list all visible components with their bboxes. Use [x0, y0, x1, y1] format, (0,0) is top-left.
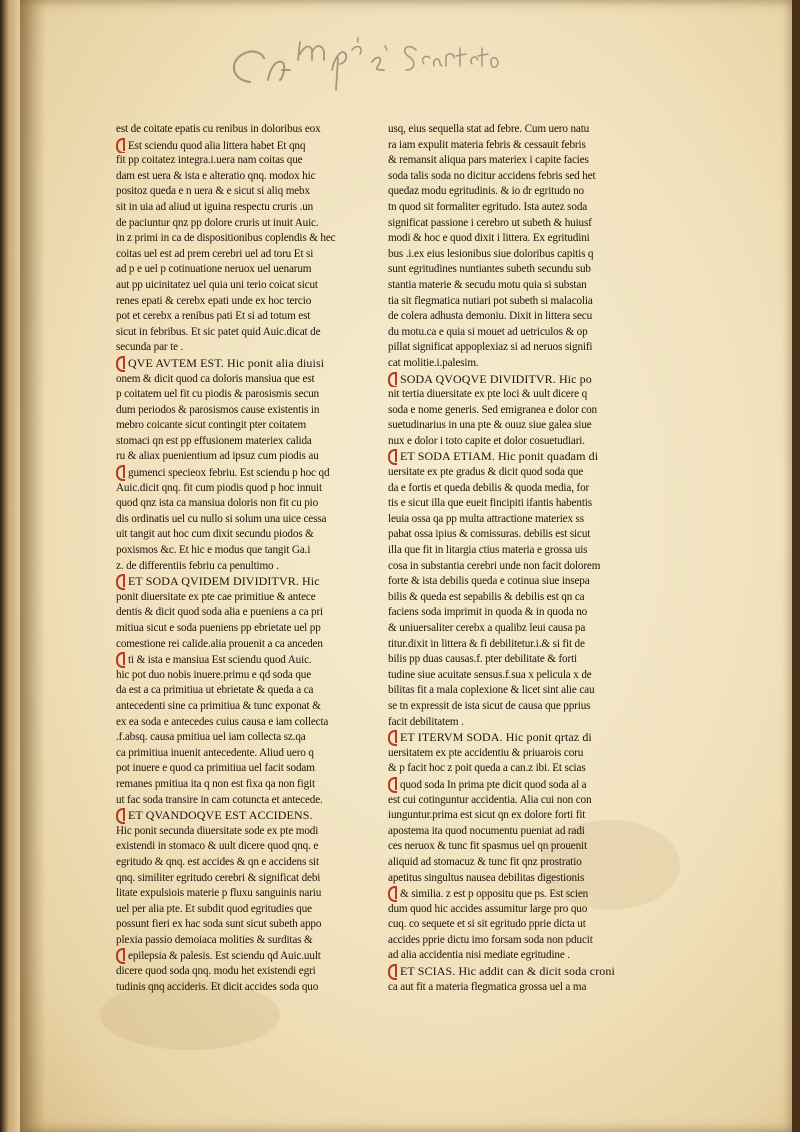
text-line: [388, 247, 650, 263]
text-line-content: ponit diuersitate ex pte cae primitiue & antece: [116, 590, 316, 603]
text-line-content: soda talis soda no dicitur accidens febris sed het: [388, 169, 596, 182]
text-line-content: stantia materie & secudu motu quia si substan: [388, 278, 587, 291]
rubric-paragraph-mark-icon: [116, 356, 126, 369]
text-line-content: ti & ista e mansiua Est sciendu quod Auic.: [128, 654, 312, 667]
text-line-content: sit in uia ad aliud ut iguina respectu cruris .un: [116, 200, 314, 213]
text-line: [116, 247, 380, 263]
handwritten-annotation-drawing: [220, 30, 520, 100]
text-line: [388, 200, 650, 216]
left-text-column: [116, 122, 380, 995]
text-line-content: egritudo & qnq. est accides & qn e accidens sit: [116, 855, 319, 868]
text-line: [116, 559, 380, 575]
text-line: [116, 309, 380, 325]
rubric-paragraph-mark-icon: [388, 449, 398, 462]
text-line-content: cat molitie.i.palesim.: [388, 356, 479, 369]
text-line-content: litate expulsiois materie p fluxu sanguinis nariu: [116, 887, 322, 900]
text-line-content: qnq. similiter egritudo cerebri & significat debi: [116, 871, 321, 884]
text-line: [116, 496, 380, 512]
text-line: [116, 372, 380, 388]
text-line-content: renes epati & cerebx epati unde ex hoc tercio: [116, 294, 312, 307]
text-line-content: modi & hoc e quod dixit i littera. Ex egritudini: [388, 232, 590, 245]
text-line: [388, 231, 650, 247]
text-line-content: epilepsia & palesis. Est sciendu qd Auic.uult: [128, 950, 321, 963]
text-line: [388, 122, 650, 138]
text-line: [388, 605, 650, 621]
text-line-content: titur.dixit in littera & fi debilitetur.i.& si fit de: [388, 637, 585, 650]
text-line: [388, 527, 650, 543]
text-line: [388, 699, 650, 715]
text-line: [388, 449, 650, 465]
text-line: [388, 434, 650, 450]
text-line: [116, 871, 380, 887]
text-line: [388, 138, 650, 154]
text-line: [116, 169, 380, 185]
text-line-content: faciens soda imprimit in quoda & in quoda no: [388, 606, 588, 619]
text-line: [116, 715, 380, 731]
text-line-content: mebro coicante sicut contingit pter coitatem: [116, 419, 307, 432]
text-line: [388, 948, 650, 964]
text-line: [388, 387, 650, 403]
text-line: [116, 637, 380, 653]
text-line: [388, 481, 650, 497]
text-line: [116, 184, 380, 200]
text-line: [116, 605, 380, 621]
text-line-content: iunguntur.prima est sicut qn ex dolore forti fit: [388, 809, 586, 822]
text-line-content: aut pp uicinitatez uel quia uni terio coicat sicut: [116, 278, 318, 291]
text-line-content: gumenci specieox febriu. Est sciendu p hoc qd: [128, 467, 330, 480]
text-line-content: ET ITERVM SODA. Hic ponit qrtaz di: [400, 730, 592, 745]
text-line: [116, 668, 380, 684]
text-line-content: uel per alia pte. Et subdit quod egritudies que: [116, 902, 312, 915]
text-line-content: quod qnz ista ca mansiua doloris non fit cu pio: [116, 497, 319, 510]
text-line: [116, 824, 380, 840]
text-line: [116, 449, 380, 465]
text-line-content: mitiua sicut e soda pueniens pp ebrietate uel pp: [116, 622, 321, 634]
text-line: [388, 294, 650, 310]
rubric-paragraph-mark-icon: [116, 465, 126, 478]
text-line-content: SODA QVOQVE DIVIDITVR. Hic po: [400, 371, 592, 386]
text-line-content: soda e nome generis. Sed emigranea e dolor con: [388, 403, 598, 416]
text-line: [388, 668, 650, 684]
rubric-paragraph-mark-icon: [116, 948, 126, 961]
text-line-content: Auic.dicit qnq. fit cum piodis quod p hoc innuit: [116, 481, 322, 494]
text-line: [116, 699, 380, 715]
text-line: [388, 309, 650, 325]
text-line-content: ad alia accidentia nisi mediate egritudine .: [388, 949, 570, 962]
text-line-content: ru & aliax puenientium ad ipsuz cum piodis au: [116, 450, 319, 463]
text-line: [388, 621, 650, 637]
rubric-paragraph-mark-icon: [388, 777, 398, 790]
text-line-content: dam est uera & ista e alteratio qnq. modox hic: [116, 169, 316, 182]
text-line-content: forte & ista debilis queda e cotinua siue insepa: [388, 575, 590, 588]
text-line: [388, 855, 650, 871]
text-line-content: pot et cerebx a renibus pati Et si ad totum est: [116, 310, 311, 323]
text-line: [116, 964, 380, 980]
rubric-paragraph-mark-icon: [116, 652, 126, 665]
text-line-content: Hic ponit secunda diuersitate sode ex pte modi: [116, 824, 319, 837]
text-line-content: quod soda In prima pte dicit quod soda al a: [400, 778, 587, 791]
text-line: [388, 746, 650, 762]
rubric-paragraph-mark-icon: [388, 964, 398, 977]
text-line: [388, 325, 650, 341]
text-line: [116, 434, 380, 450]
text-line-content: ET SODA QVIDEM DIVIDITVR. Hic: [128, 574, 320, 589]
text-line: [116, 418, 380, 434]
text-line-content: nit tertia diuersitate ex pte loci & uult dicere q: [388, 388, 588, 401]
text-line-content: facit debilitatem .: [388, 715, 464, 728]
text-line: [116, 356, 380, 372]
text-line: [388, 839, 650, 855]
text-line-content: remanes pmitiua ita q non est fixa qa non figit: [116, 777, 315, 790]
text-line: [388, 730, 650, 746]
text-line-content: & remansit aliqua pars materiex i capite facies: [388, 154, 589, 167]
rubric-paragraph-mark-icon: [388, 372, 398, 385]
text-line-content: ra iam expulit materia febris & cessauit febris: [388, 138, 586, 151]
text-line-content: aliquid ad stomacuz & tunc fit qnz prostratio: [388, 855, 582, 868]
text-line-content: de paciuntur qnz pp dolore cruris ut inuit Auic.: [116, 216, 319, 229]
text-line-content: dicere quod soda qnq. modu het existendi egri: [116, 965, 316, 978]
text-line-content: uit tangit aut hoc cum dixit secundu piodos &: [116, 528, 314, 541]
handwritten-annotation: [220, 30, 520, 100]
text-line: [388, 418, 650, 434]
rubric-paragraph-mark-icon: [116, 574, 126, 587]
text-line-content: pillat significat appoplexiaz si ad neruos signifi: [388, 341, 593, 354]
text-line: [388, 933, 650, 949]
text-line-content: tudinis qnq accideris. Et dicit accides soda quo: [116, 980, 319, 993]
text-line-content: du motu.ca e quia si mouet ad uetriculos & op: [388, 325, 588, 338]
text-line-content: est cui cotinguntur accidentia. Alia cui non con: [388, 793, 592, 806]
text-line: [388, 340, 650, 356]
text-line: [388, 652, 650, 668]
text-line: [388, 574, 650, 590]
text-line: [116, 730, 380, 746]
text-line: [388, 886, 650, 902]
text-line-content: uersitate ex pte gradus & dicit quod soda que: [388, 466, 584, 479]
text-line-content: antecedenti sine ca primitiua & tunc exponat &: [116, 699, 321, 712]
right-text-column: [388, 122, 650, 995]
text-line-content: significat passione i cerebro ut subeth & huiusf: [388, 216, 592, 229]
text-line: [116, 902, 380, 918]
text-line: [388, 372, 650, 388]
text-line: [116, 777, 380, 793]
text-line-content: stomaci qn est pp effusionem materiex calida: [116, 434, 312, 447]
text-line: [388, 793, 650, 809]
text-line: [388, 637, 650, 653]
text-line: [116, 340, 380, 356]
text-line: [388, 808, 650, 824]
text-line: [116, 793, 380, 809]
text-line: [116, 683, 380, 699]
page-gutter-shadow: [20, 0, 46, 1132]
text-line-content: cosa in substantia cerebri unde non facit dolorem: [388, 559, 601, 572]
text-line: [388, 465, 650, 481]
text-line: [388, 169, 650, 185]
rubric-paragraph-mark-icon: [388, 730, 398, 743]
text-line-content: comestione rei calide.alia prouenit a ca anceden: [116, 637, 323, 650]
text-line-content: quedaz modu egritudinis. & io dr egritudo no: [388, 185, 584, 198]
text-line: [116, 216, 380, 232]
text-line: [388, 715, 650, 731]
text-line: [388, 777, 650, 793]
manuscript-page: [20, 0, 792, 1132]
text-line: [116, 153, 380, 169]
text-line: [116, 138, 380, 154]
text-line: [388, 153, 650, 169]
text-line: [116, 886, 380, 902]
text-line-content: se tn expressit de ista sicut de causa que pprius: [388, 699, 591, 712]
text-line: [116, 278, 380, 294]
text-line-content: accides pprie dictu imo forsam soda non pducit: [388, 933, 593, 946]
text-line: [388, 902, 650, 918]
text-line: [116, 855, 380, 871]
rubric-paragraph-mark-icon: [388, 886, 398, 899]
text-line: [388, 683, 650, 699]
text-line: [388, 964, 650, 980]
text-line: [116, 621, 380, 637]
text-line: [388, 824, 650, 840]
text-line-content: ET SCIAS. Hic addit can & dicit soda croni: [400, 964, 615, 979]
text-line-content: z. de differentiis febriu ca penultimo .: [116, 559, 279, 572]
text-line-content: sicut in febribus. Et sic patet quid Auic.dicat de: [116, 325, 321, 338]
text-line: [116, 527, 380, 543]
text-line-content: uersitatem ex pte accidentiu & priuarois coru: [388, 746, 584, 759]
text-line: [388, 590, 650, 606]
text-line-content: ca aut fit a materia flegmatica grossa uel a ma: [388, 980, 587, 993]
text-line: [116, 808, 380, 824]
text-line: [116, 839, 380, 855]
text-line-content: cuq. co sequete et si sit egritudo pprie dicta ut: [388, 918, 586, 931]
text-line-content: tn quod sit formaliter egritudo. Ista autez soda: [388, 200, 588, 213]
text-line: [388, 278, 650, 294]
text-line-content: dentis & dicit quod soda alia e pueniens a ca pri: [116, 606, 324, 619]
text-line: [388, 403, 650, 419]
text-line-content: fit pp coitatez integra.i.uera nam coitas que: [116, 154, 303, 167]
text-line-content: est de coitate epatis cu renibus in doloribus eox: [116, 123, 321, 135]
text-line: [116, 465, 380, 481]
text-line-content: dis ordinatis uel cu nullo si solum una uice cessa: [116, 512, 327, 525]
text-line: [116, 387, 380, 403]
text-line: [116, 294, 380, 310]
text-line-content: plexia passio demoiaca molities & surditas &: [116, 933, 313, 946]
text-line-content: in z primi in ca de dispositionibus coplendis & hec: [116, 232, 336, 245]
text-line-content: dum periodos & parosismos cause existentis in: [116, 403, 320, 416]
text-line-content: ex ea soda e antecedes cuius causa e iam collecta: [116, 715, 329, 728]
text-line-content: coitas uel est ad prem cerebri uel ad toru Et si: [116, 247, 314, 260]
text-line: [388, 917, 650, 933]
text-line-content: bilis pp duas causas.f. pter debilitate & forti: [388, 653, 577, 666]
text-line: [116, 325, 380, 341]
text-line-content: nux e dolor i toto capite et dolor cosuetudiari.: [388, 434, 585, 447]
text-line-content: illa que fit in litargia ctius materia e grossa uis: [388, 544, 588, 557]
text-line: [116, 933, 380, 949]
text-line: [388, 262, 650, 278]
text-line: [116, 652, 380, 668]
text-line: [116, 761, 380, 777]
text-line-content: ET QVANDOQVE EST ACCIDENS.: [128, 808, 313, 823]
text-line: [116, 200, 380, 216]
text-line-content: apostema ita quod nocumentu pueniat ad radi: [388, 824, 585, 837]
text-line: [116, 231, 380, 247]
text-line-content: suetudinarius in una pte & ouuz siue galea siue: [388, 419, 592, 432]
text-line: [388, 512, 650, 528]
text-line: [116, 262, 380, 278]
text-line-content: Est sciendu quod alia littera habet Et qnq: [128, 139, 306, 152]
text-line-content: bilis & queda est sepabilis & debilis est qn ca: [388, 590, 585, 603]
rubric-paragraph-mark-icon: [116, 808, 126, 821]
text-line-content: positoz queda e n uera & e sicut si aliq mebx: [116, 185, 310, 198]
text-line: [388, 496, 650, 512]
text-line-content: & uniuersaliter cerebx a qualibz leui causa pa: [388, 622, 586, 634]
text-line-content: ut fac soda transire in cam cotuncta et antecede.: [116, 793, 323, 806]
text-line-content: poxismos &c. Et hic e modus que tangit Ga.i: [116, 544, 311, 557]
text-line: [116, 543, 380, 559]
text-line-content: onem & dicit quod ca doloris mansiua que est: [116, 372, 315, 385]
text-line: [388, 543, 650, 559]
text-line: [388, 761, 650, 777]
text-line-content: usq, eius sequella stat ad febre. Cum uero natu: [388, 123, 590, 135]
text-line: [388, 980, 650, 996]
text-line-content: sunt egritudines nuntiantes subeth secundu sub: [388, 263, 591, 276]
text-line-content: ces neruox & tunc fit spasmus uel qn prouenit: [388, 840, 587, 853]
text-line: [116, 512, 380, 528]
text-line: [116, 948, 380, 964]
text-line-content: QVE AVTEM EST. Hic ponit alia diuisi: [128, 355, 325, 370]
text-line-content: ET SODA ETIAM. Hic ponit quadam di: [400, 449, 599, 464]
text-line-content: & similia. z est p oppositu que ps. Est scien: [400, 888, 589, 901]
text-line: [116, 574, 380, 590]
text-line: [116, 917, 380, 933]
text-line-content: existendi in stomaco & uult dicere quod qnq. e: [116, 840, 319, 853]
text-line: [116, 403, 380, 419]
text-line-content: possunt fieri ex hac soda sunt sicut subeth appo: [116, 918, 322, 931]
text-line: [116, 746, 380, 762]
text-line-content: dum quod hic accides assumitur large pro quo: [388, 902, 588, 915]
text-line-content: de colera adhusta demoniu. Dixit in littera secu: [388, 310, 593, 323]
text-line-content: tia sit flegmatica nutiari pot subeth si malacolia: [388, 294, 593, 307]
text-line: [116, 590, 380, 606]
text-line-content: pot inuere e quod ca primitiua uel facit sodam: [116, 762, 315, 775]
text-line: [116, 481, 380, 497]
text-line: [388, 216, 650, 232]
text-line: [388, 559, 650, 575]
text-line: [388, 871, 650, 887]
text-line-content: pabat ossa ipius & comissuras. debilis est sicut: [388, 528, 591, 541]
text-line-content: bilitas fit a mala coplexione & licet sint alie cau: [388, 684, 595, 697]
text-line-content: apetitus singultus nausea debilitas digestionis: [388, 871, 585, 884]
text-line-content: da e fortis et queda debilis & quoda media, for: [388, 481, 590, 494]
text-line-content: tudine siue acuitate sensus.f.sua x pelicula x de: [388, 668, 592, 681]
text-line-content: ca primitiua inuenit antecedente. Aliud uero q: [116, 746, 314, 759]
text-line-content: da est a ca primitiua ut ebrietate & queda a ca: [116, 684, 314, 697]
text-line-content: & p facit hoc z poit queda a can.z ibi. Et scias: [388, 762, 586, 775]
text-line-content: hic pot duo nobis inuere.primu e qd soda que: [116, 668, 312, 681]
text-line-content: leuia ossa qa pp multa attractione materiex ss: [388, 512, 584, 525]
text-line-content: bus .i.ex eius lesionibus siue doloribus capitis q: [388, 247, 594, 260]
text-line: [388, 184, 650, 200]
text-line-content: p coitatem uel fit cu piodis & parosismis secun: [116, 388, 319, 401]
text-line: [116, 122, 380, 138]
text-line-content: .f.absq. causa pmitiua uel iam collecta sz.qa: [116, 731, 306, 744]
text-line-content: ad p e uel p cotinuatione neruox uel uenarum: [116, 263, 312, 276]
text-line-content: tis e sicut illa que eueit fincipiti ifantis habentis: [388, 497, 592, 510]
rubric-paragraph-mark-icon: [116, 138, 126, 151]
text-line-content: secunda par te .: [116, 341, 184, 354]
previous-page-edge: [0, 0, 22, 1132]
text-line: [116, 980, 380, 996]
text-line: [388, 356, 650, 372]
